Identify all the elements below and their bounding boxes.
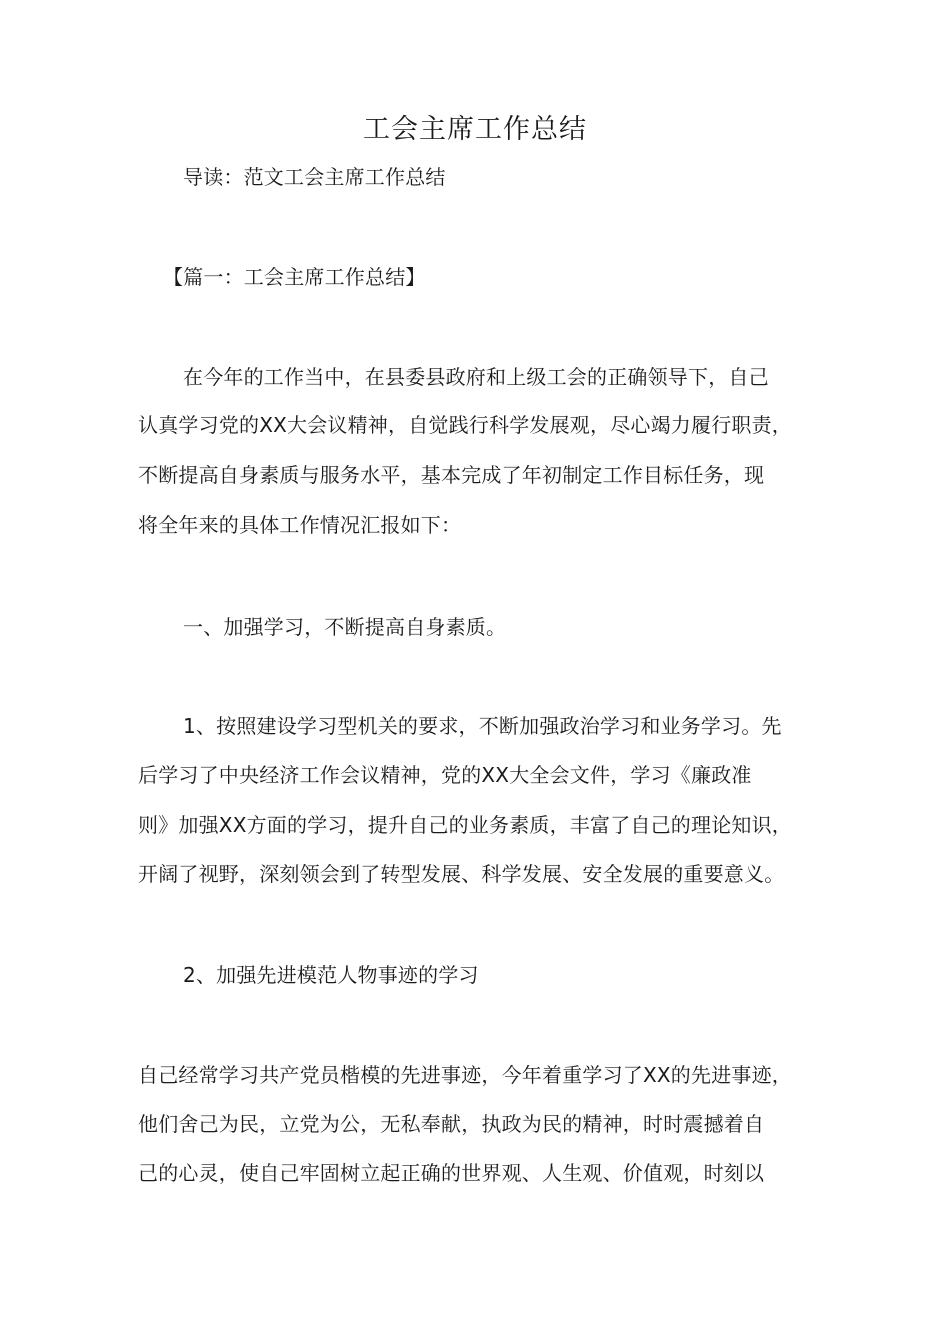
- paragraph-line: 不断提高自身素质与服务水平，基本完成了年初制定工作目标任务，现: [138, 463, 765, 487]
- paragraph-line: 将全年来的具体工作情况汇报如下：: [138, 513, 462, 537]
- item-heading: 2、加强先进模范人物事迹的学习: [183, 963, 479, 987]
- paragraph-line: 自己经常学习共产党员楷模的先进事迹，今年着重学习了XX的先进事迹，: [138, 1063, 793, 1087]
- paragraph-line: 认真学习党的XX大会议精神，自觉践行科学发展观，尽心竭力履行职责，: [138, 413, 793, 437]
- item-line: 则》加强XX方面的学习，提升自己的业务素质，丰富了自己的理论知识，: [138, 813, 793, 837]
- intro-line: 导读：范文工会主席工作总结: [183, 165, 446, 189]
- document-title: 工会主席工作总结: [363, 114, 587, 145]
- item-line: 开阔了视野，深刻领会到了转型发展、科学发展、安全发展的重要意义。: [138, 862, 785, 886]
- subheading: 一、加强学习，不断提高自身素质。: [183, 615, 507, 639]
- item-line: 1、按照建设学习型机关的要求，不断加强政治学习和业务学习。先: [183, 714, 782, 738]
- paragraph-line: 己的心灵，使自己牢固树立起正确的世界观、人生观、价值观，时刻以: [138, 1161, 765, 1185]
- item-line: 后学习了中央经济工作会议精神，党的XX大全会文件，学习《廉政准: [138, 763, 752, 787]
- paragraph-line: 在今年的工作当中，在县委县政府和上级工会的正确领导下，自己: [183, 365, 769, 389]
- section-heading: 【篇一：工会主席工作总结】: [163, 265, 426, 289]
- paragraph-line: 他们舍己为民，立党为公，无私奉献，执政为民的精神，时时震撼着自: [138, 1112, 765, 1136]
